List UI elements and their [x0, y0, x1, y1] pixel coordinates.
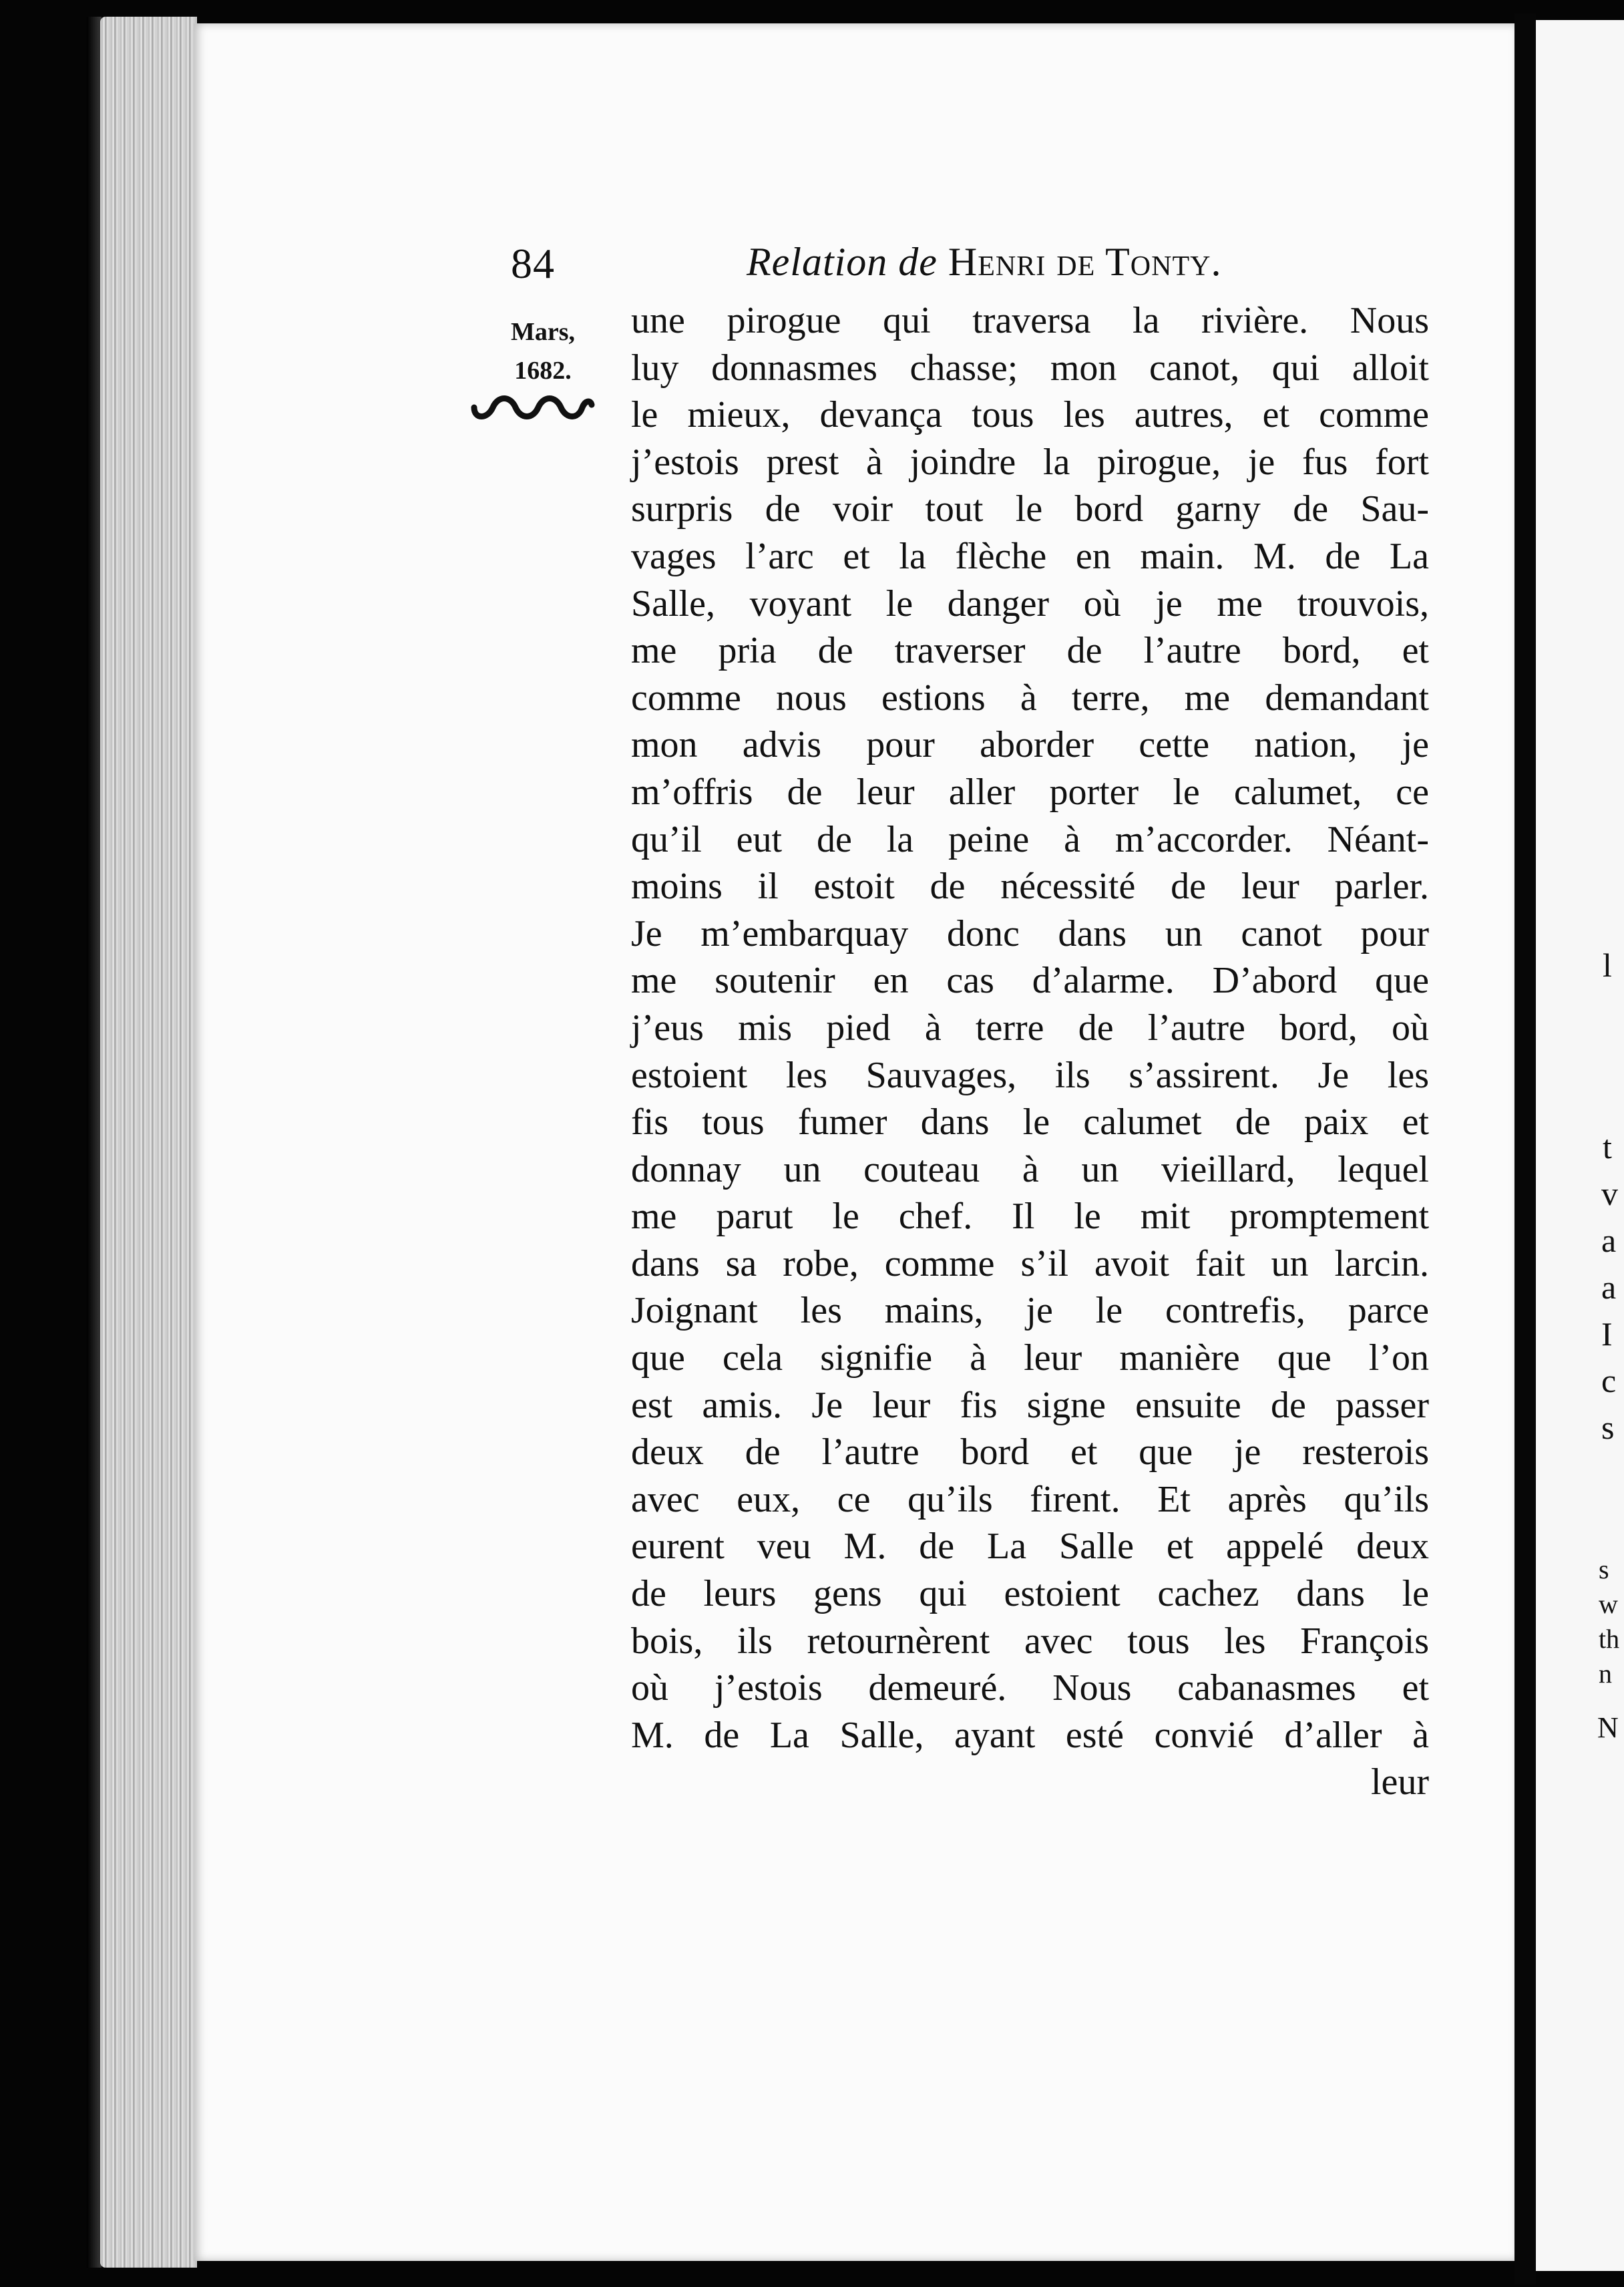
text-line: M. de La Salle, ayant esté convié d’aller à [631, 1714, 1429, 1756]
text-line: où j’estois demeuré. Nous cabanasmes et [631, 1667, 1429, 1709]
text-line: donnay un couteau à un vieillard, lequel [631, 1148, 1429, 1190]
next-page-fragment: th [1599, 1624, 1620, 1654]
text-line: Je m’embarquay donc dans un canot pour [631, 912, 1429, 954]
margin-note [493, 313, 593, 390]
text-line: moins il estoit de nécessité de leur parler. [631, 866, 1429, 908]
text-line: vages l’arc et la flèche en main. M. de La [631, 535, 1429, 577]
next-page-fragment: a [1601, 1268, 1617, 1306]
text-line: dans sa robe, comme s’il avoit fait un larcin. [631, 1242, 1429, 1284]
text-line: j’estois prest à joindre la pirogue, je fus fort [631, 441, 1429, 483]
text-line: mon advis pour aborder cette nation, je [631, 724, 1429, 766]
next-page-fragment: s [1599, 1554, 1609, 1584]
next-page-fragment: N [1597, 1711, 1619, 1744]
text-line: comme nous estions à terre, me demandant [631, 677, 1429, 719]
page-number: 84 [511, 240, 555, 287]
text-line: estoient les Sauvages, ils s’assirent. Je les [631, 1054, 1429, 1096]
book-edge-shadow [87, 17, 102, 2268]
next-page-fragment: n [1599, 1658, 1612, 1689]
next-page-sliver [1536, 20, 1624, 2271]
text-line: luy donnasmes chasse; mon canot, qui alloit [631, 347, 1429, 389]
text-line: me soutenir en cas d’alarme. D’abord que [631, 960, 1429, 1002]
text-line: Salle, voyant le danger où je me trouvois, [631, 582, 1429, 625]
running-head-smallcaps: Henri de Tonty. [948, 240, 1222, 284]
text-line: fis tous fumer dans le calumet de paix et [631, 1101, 1429, 1144]
text-line: me parut le chef. Il le mit promptement [631, 1196, 1429, 1238]
text-line: qu’il eut de la peine à m’accorder. Néant- [631, 818, 1429, 860]
text-line: avec eux, ce qu’ils firent. Et après qu’ils [631, 1478, 1429, 1520]
text-line: me pria de traverser de l’autre bord, et [631, 630, 1429, 672]
text-line: le mieux, devança tous les autres, et comme [631, 394, 1429, 436]
next-page-fragment: c [1601, 1362, 1617, 1399]
margin-note-month: Mars, [510, 318, 576, 346]
book-gutter [1514, 13, 1536, 2284]
text-line: Joignant les mains, je le contrefis, parce [631, 1290, 1429, 1332]
running-head [747, 239, 1221, 285]
text-line: bois, ils retournèrent avec tous les François [631, 1620, 1429, 1662]
next-page-fragment: l [1603, 946, 1612, 984]
next-page-fragment: v [1601, 1175, 1618, 1212]
text-line: surpris de voir tout le bord garny de Sau- [631, 488, 1429, 530]
next-page-fragment: t [1603, 1128, 1612, 1166]
text-line: de leurs gens qui estoient cachez dans le [631, 1573, 1429, 1615]
next-page-fragment: a [1601, 1222, 1617, 1259]
wave-ornament [469, 387, 596, 427]
next-page-fragment: w [1599, 1589, 1618, 1619]
text-line: m’offris de leur aller porter le calumet, ce [631, 771, 1429, 813]
text-line: eurent veu M. de La Salle et appelé deux [631, 1526, 1429, 1568]
text-line: une pirogue qui traversa la rivière. Nous [631, 300, 1429, 341]
text-line: que cela signifie à leur manière que l’on [631, 1337, 1429, 1379]
running-head-italic: Relation de [747, 240, 938, 284]
text-line: deux de l’autre bord et que je resterois [631, 1431, 1429, 1473]
next-page-fragment: s [1601, 1409, 1615, 1446]
margin-note-year: 1682. [514, 357, 572, 385]
next-page-fragment: I [1601, 1315, 1613, 1353]
catchword: leur [1370, 1761, 1429, 1803]
text-line: est amis. Je leur fis signe ensuite de passer [631, 1384, 1429, 1426]
text-line: j’eus mis pied à terre de l’autre bord, où [631, 1007, 1429, 1049]
body-text [631, 297, 1429, 1806]
page-edges [100, 17, 197, 2268]
